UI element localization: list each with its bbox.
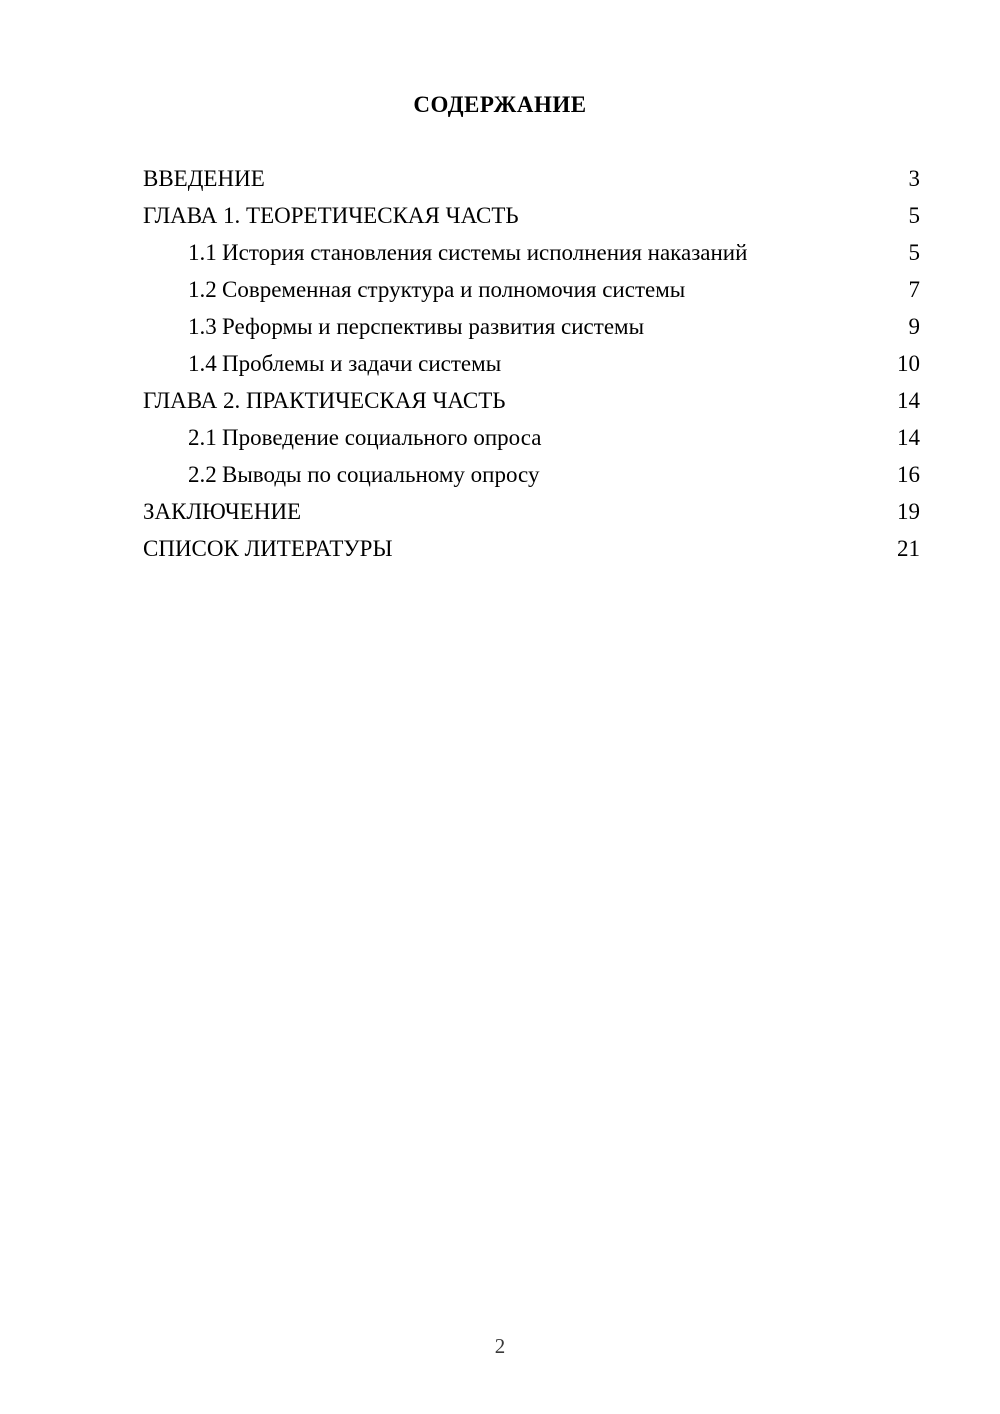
table-of-contents bbox=[143, 160, 920, 567]
toc-entry-text: Проблемы и задачи системы bbox=[222, 351, 502, 376]
toc-entry-label bbox=[143, 234, 747, 271]
toc-entry[interactable] bbox=[143, 530, 920, 567]
toc-entry[interactable] bbox=[143, 271, 920, 308]
toc-entry[interactable] bbox=[143, 197, 920, 234]
toc-entry[interactable] bbox=[143, 456, 920, 493]
toc-entry[interactable] bbox=[143, 308, 920, 345]
toc-entry-page: 5 bbox=[908, 240, 920, 265]
toc-entry[interactable] bbox=[143, 345, 920, 382]
toc-entry-number: 1.4 bbox=[188, 351, 217, 376]
toc-entry-page: 19 bbox=[897, 499, 920, 524]
toc-entry-page: 21 bbox=[897, 536, 920, 561]
toc-entry[interactable] bbox=[143, 382, 920, 419]
toc-entry-text: Проведение социального опроса bbox=[222, 425, 542, 450]
toc-entry-page: 9 bbox=[908, 314, 920, 339]
toc-entry-label: ВВЕДЕНИЕ bbox=[143, 166, 265, 191]
toc-entry-label bbox=[143, 271, 685, 308]
toc-entry-text: Реформы и перспективы развития системы bbox=[222, 314, 645, 339]
toc-entry-text: Современная структура и полномочия системы bbox=[222, 277, 686, 302]
toc-entry-label: ГЛАВА 1. ТЕОРЕТИЧЕСКАЯ ЧАСТЬ bbox=[143, 203, 519, 228]
toc-entry-page: 5 bbox=[908, 203, 920, 228]
toc-entry-page: 16 bbox=[897, 462, 920, 487]
toc-entry[interactable] bbox=[143, 160, 920, 197]
toc-entry-label: СПИСОК ЛИТЕРАТУРЫ bbox=[143, 536, 393, 561]
toc-entry-label: ГЛАВА 2. ПРАКТИЧЕСКАЯ ЧАСТЬ bbox=[143, 388, 506, 413]
toc-entry-number: 1.2 bbox=[188, 277, 217, 302]
toc-entry-text: История становления системы исполнения наказаний bbox=[222, 240, 748, 265]
page-title: СОДЕРЖАНИЕ bbox=[413, 92, 587, 117]
toc-entry-label bbox=[143, 456, 539, 493]
toc-entry-label: ЗАКЛЮЧЕНИЕ bbox=[143, 499, 302, 524]
toc-entry[interactable] bbox=[143, 419, 920, 456]
toc-entry[interactable] bbox=[143, 234, 920, 271]
toc-entry-label bbox=[143, 345, 501, 382]
toc-entry-number: 2.1 bbox=[188, 425, 217, 450]
toc-entry[interactable] bbox=[143, 493, 920, 530]
toc-entry-label bbox=[143, 419, 541, 456]
toc-entry-text: Выводы по социальному опросу bbox=[222, 462, 540, 487]
toc-entry-number: 2.2 bbox=[188, 462, 217, 487]
toc-entry-page: 14 bbox=[897, 388, 920, 413]
toc-entry-page: 10 bbox=[897, 351, 920, 376]
toc-entry-page: 7 bbox=[908, 277, 920, 302]
toc-entry-label bbox=[143, 308, 644, 345]
toc-entry-number: 1.3 bbox=[188, 314, 217, 339]
toc-entry-page: 14 bbox=[897, 425, 920, 450]
page-number-footer: 2 bbox=[494, 1334, 506, 1358]
toc-entry-page: 3 bbox=[908, 166, 920, 191]
toc-entry-number: 1.1 bbox=[188, 240, 217, 265]
